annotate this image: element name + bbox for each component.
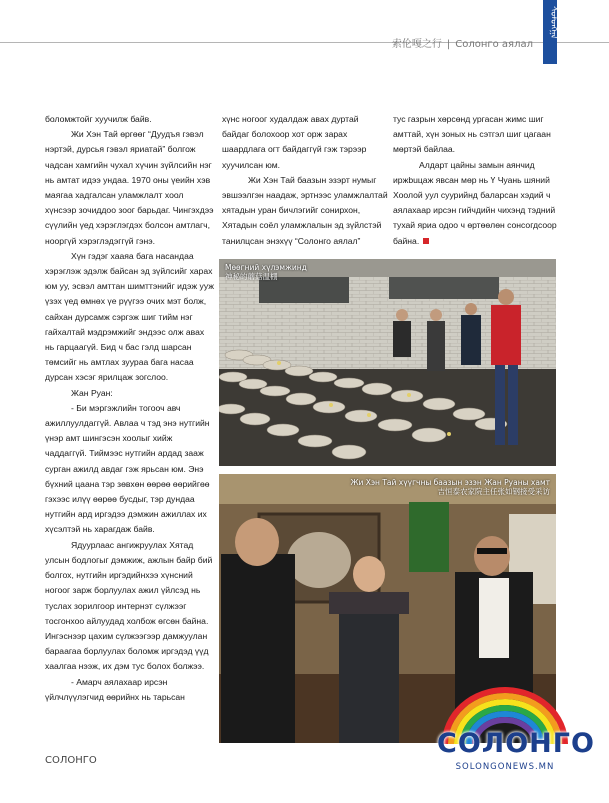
paragraph: - Би мэргэжлийн тогооч авч ажиллуулдаггүй. Авлаа ч тэд энэ нутгийн үнэр амт шингэсэн хоолыг хийж чаддаггүй. Тиймээс нутгийн ардад зааж сурган ажилд авдаг гэж ярьсан юм. Энэ бүхний цаана тэр зөвхөн өөрөө өөрийгөө гэхээс илүү өөрөө бусдыг, тэр дундаа нутгийн ард иргэдээ дэмжин ажиллах их хүсэлтэй нь харагдаж байв. bbox=[45, 402, 210, 535]
brand-strip bbox=[543, 0, 557, 64]
paragraph: хүнс ногоог худалдаж авах дуртай байдаг болохоор хот орж зарах шаардлага огт байдаггүй гэж тэрээр хуучилсан юм. bbox=[222, 114, 367, 170]
end-of-article-mark bbox=[423, 238, 429, 244]
logo-wordmark: СОЛОНГО bbox=[437, 728, 595, 759]
footer-magazine-name: СОЛОНГО bbox=[45, 755, 97, 766]
paragraph: Жан Руан: bbox=[71, 387, 113, 398]
paragraph bbox=[393, 158, 561, 249]
paragraph: Жи Хэн Тай баазын эзэрт нумыг эвшээлгэн наадаж, эртнээс уламжлалтай хятадын уран бичлэгийг сонирхон, Хятадын соёл уламжлалын эд зүйлстэй танилцсан энэхүү “Солонго аялал” bbox=[222, 174, 388, 246]
header-section-title: 索伦嘎之行 | Солонго аялал bbox=[391, 39, 533, 50]
logo-website-url: SOLONGONEWS.MN bbox=[455, 762, 555, 772]
paragraph: Хүн гэдэг хааяа бага насандаа хэрэглэж эдэлж байсан эд зүйлсийг харах юм уу, эсвэл амттан шимттэнийг идэж ууж үзэх үед өмнөх үе рүүгээ очих мэт болж, сайхан дурсамж сэргэж шиг тийм нэг гайхалтай мэдрэмжийг эндээс олж авах нь гарцаагүй. Бид ч бас гэлд шарсан төмсийг нь амтлах зуураа бага насаа дурсан хэсэг ярилцаж зогслоо. bbox=[45, 250, 214, 383]
caption-mn: Жи Хэн Тай хүүгчны баазын эзэн Жан Руаны хамт bbox=[350, 478, 550, 487]
paragraph-text: Алдарт цайны замын аянчид иржbuцаж явсан мөр нь Ү Чуань шяний Хоолой уул суурийнд баларсан хэдий ч аялахаар ирсэн гийчдийн чихэнд тэдний тухай яриа одоо ч өртөөлөн сонсогдсоор байна. bbox=[393, 159, 557, 246]
paragraph: - Амарч аялахаар ирсэн үйлчлүүлэгчид өөрийнх нь тарьсан bbox=[45, 676, 185, 702]
section-title-mn: Солонго аялал bbox=[455, 39, 533, 50]
greenhouse-illustration bbox=[219, 259, 556, 466]
paragraph: Ядуурлаас ангижруулах Хятад улсын бодлогыг дэмжиж, ажлын байр бий болгох, нутгийн иргэдийнхээ хүнсний ногоог зарж борлуулах ажил үйлсэд нь туслах зорилгоор интернэт сүлжээг тосгонхоо айлуудад холбож өгсөн байна. Ингэснээр цахим сүлжээгээр дамжуулан бараагаа борлуулах боломж иргэдэд үүд хаалгаа нээж, их дэм тус болох болжээ. bbox=[45, 539, 213, 672]
paragraph: боломжтойг хуучилж байв. bbox=[45, 114, 152, 124]
photo-mushroom-greenhouse bbox=[219, 259, 556, 466]
text-column-3 bbox=[393, 112, 561, 249]
paragraph: тус газрын хөрсөнд ургасан жимс шиг амттай, хүн зоных нь сэтгэл шиг цагаан мөртэй байлаа. bbox=[393, 114, 551, 155]
photo2-caption bbox=[350, 478, 550, 496]
caption-cn: 神秘的蘑菇温棚 bbox=[225, 272, 278, 281]
text-column-1 bbox=[45, 112, 215, 705]
paragraph: Жи Хэн Тай өргөөг “Дуудъя гэвэл нэртэй, дурсья гэвэл яриатай” болгож чадсан хамгийн чухал хүчин зүйлсийн нэг нь амтат идээ ундаа. 1970 оны үеийн хэв маягаа хадгалсан уламжлалт хоол хүнсээр зочиддоо зоог барьдаг. Чингэхдээ сүүлийн үед хэрэглэгдэх болсон амтлагч, нооргүй хэрэглэдэггүй гэнэ. bbox=[45, 129, 214, 246]
caption-mn: Мөөгний хүлэмжинд bbox=[225, 263, 307, 272]
vertical-brand-text: ᠰᠣᠯᠣᠩᠭ᠋ᠠ bbox=[548, 6, 558, 40]
photo1-caption bbox=[225, 263, 307, 281]
text-column-2 bbox=[222, 112, 388, 249]
caption-cn: 吉恒泰农家院主任张如钢接受采访 bbox=[437, 487, 550, 496]
section-title-cn: 索伦嘎之行 bbox=[391, 39, 442, 50]
